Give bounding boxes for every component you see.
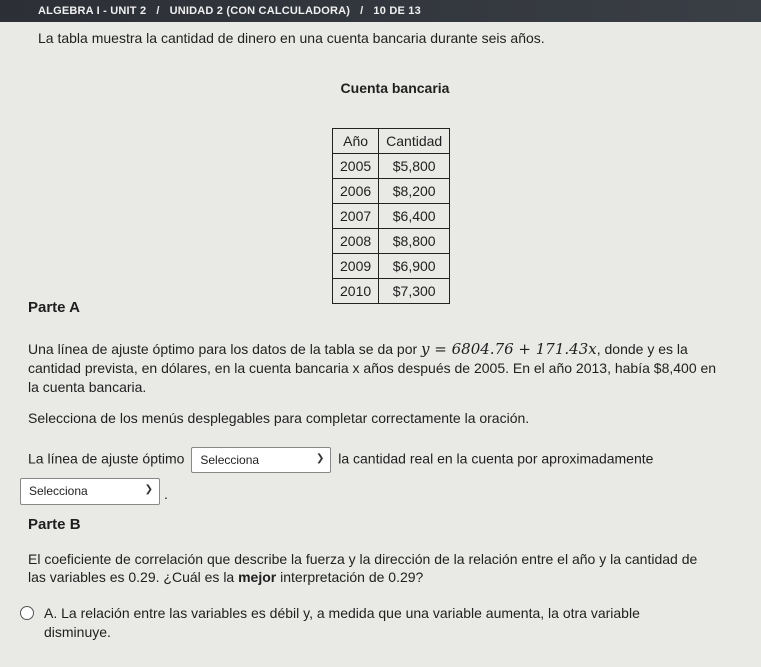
- equation: y = 6804.76 + 171.43x: [421, 340, 597, 358]
- table-row: [333, 254, 450, 279]
- dropdown-amount-value: Selecciona: [29, 484, 88, 498]
- instruction-text: Selecciona de los menús desplegables para completar correctamente la oración.: [28, 410, 530, 426]
- part-b-question: [28, 550, 718, 586]
- table-cell-year: 2010: [333, 279, 379, 304]
- table-cell-amount: $7,300: [379, 279, 450, 304]
- part-b-title: Parte B: [28, 516, 81, 533]
- table-cell-year: 2005: [333, 154, 379, 179]
- question-text-start: El coeficiente de correlación que describe la fuerza y la dirección de la relación entre el año y la cantidad de las variables es 0.29. ¿Cuál es la: [28, 551, 698, 585]
- dropdown-comparison-value: Selecciona: [200, 453, 260, 467]
- table-header-year: Año: [333, 129, 379, 154]
- question-counter: 10 DE 13: [373, 5, 421, 17]
- sentence-end: .: [164, 486, 168, 502]
- table-cell-year: 2009: [333, 254, 379, 279]
- data-table: [332, 128, 450, 304]
- table-row: [333, 229, 450, 254]
- prompt-text-after: , donde y es la cantidad prevista, en dólares, en la cuenta bancaria x años después de 2005. En el año 2013, había $8,400 en la cuenta bancaria.: [28, 341, 717, 395]
- chevron-down-icon: ❯: [144, 484, 153, 495]
- dropdown-comparison[interactable]: [191, 447, 331, 473]
- table-row: [333, 179, 450, 204]
- sentence-start: La línea de ajuste óptimo: [28, 450, 185, 467]
- question-emphasis: mejor: [238, 569, 277, 585]
- table-title: Cuenta bancaria: [340, 80, 450, 96]
- table-header-row: [333, 129, 450, 154]
- radio-button[interactable]: [20, 606, 34, 620]
- table-cell-amount: $5,800: [379, 154, 450, 179]
- breadcrumb-separator: /: [360, 5, 364, 17]
- table-row: [333, 154, 450, 179]
- breadcrumb-unit[interactable]: UNIDAD 2 (CON CALCULADORA): [169, 5, 351, 17]
- part-a-prompt: [28, 340, 728, 397]
- question-text-end: interpretación de 0.29?: [276, 569, 424, 585]
- table-row: [333, 279, 450, 304]
- table-cell-amount: $8,800: [379, 229, 450, 254]
- part-a-title: Parte A: [28, 299, 80, 316]
- fill-in-sentence: [28, 447, 748, 473]
- breadcrumb-separator: /: [156, 5, 160, 17]
- table-cell-amount: $8,200: [379, 179, 450, 204]
- table-cell-amount: $6,400: [379, 204, 450, 229]
- answer-option-a[interactable]: [20, 604, 720, 642]
- table-header-amount: Cantidad: [379, 129, 450, 154]
- breadcrumb: [0, 0, 761, 22]
- intro-text: La tabla muestra la cantidad de dinero en una cuenta bancaria durante seis años.: [38, 30, 545, 46]
- table-cell-year: 2008: [333, 229, 379, 254]
- table-cell-amount: $6,900: [379, 254, 450, 279]
- table-row: [333, 204, 450, 229]
- dropdown-amount[interactable]: [20, 478, 160, 505]
- breadcrumb-course[interactable]: ALGEBRA I - UNIT 2: [38, 5, 147, 17]
- sentence-middle: la cantidad real en la cuenta por aproximadamente: [338, 450, 654, 467]
- chevron-down-icon: ❯: [315, 453, 325, 464]
- table-cell-year: 2006: [333, 179, 379, 204]
- prompt-text-before: Una línea de ajuste óptimo para los datos de la tabla se da por: [28, 341, 422, 357]
- answer-option-a-label: A. La relación entre las variables es débil y, a medida que una variable aumenta, la otra variable disminuye.: [44, 605, 640, 640]
- table-cell-year: 2007: [333, 204, 379, 229]
